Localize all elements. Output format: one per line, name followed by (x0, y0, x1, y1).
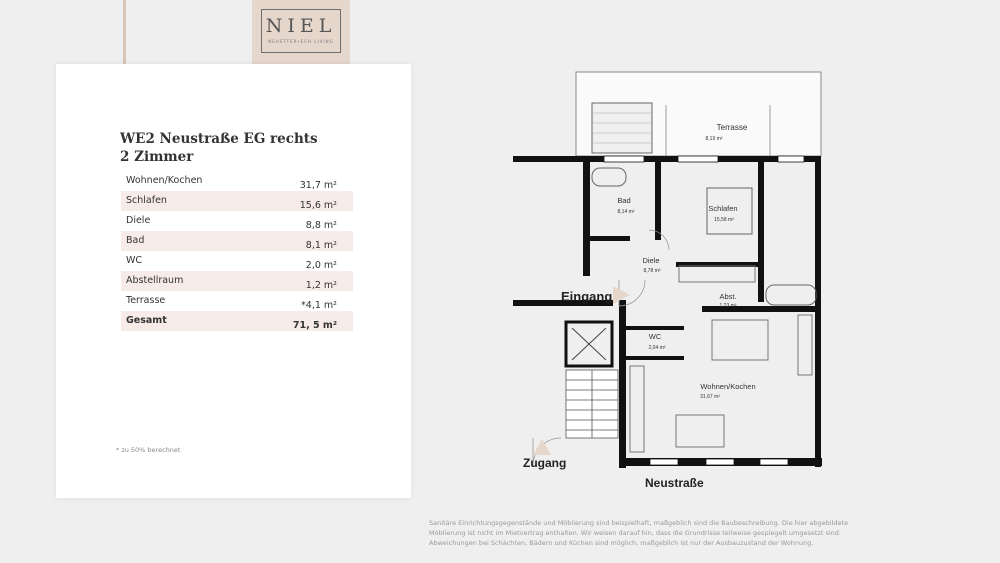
room-name: Bad (126, 235, 145, 246)
eingang-label: Eingang (561, 289, 613, 304)
disclaimer: Sanitäre Einrichtungsgegenstände und Möblierung sind beispielhaft, maßgeblich sind die Baubeschreibung. Die hier abgebildete Möblierung ist nicht im Mietvertrag enthalten. Wir weisen darauf hin, dass die Grundrisse teilweise gespiegelt umgesetzt sind. Abweichungen bei Schächten, Bädern und Küchen sind möglich, maßgeblich ist nur der Ausbauzustand der Wohnung. (429, 519, 849, 547)
unit-title (120, 130, 318, 166)
terrasse-area: 8,19 m² (705, 136, 723, 142)
wall-schlafen-right (758, 162, 764, 302)
kitchen-counter (630, 366, 644, 452)
room-name: Diele (126, 215, 151, 226)
unit-title-line1: WE2 Neustraße EG rechts (120, 131, 318, 147)
wohnen-area: 31,67 m² (700, 394, 720, 400)
table-row (121, 211, 353, 231)
room-area: 2,0 m² (305, 260, 337, 271)
wohnen-label: Wohnen/Kochen (700, 382, 756, 391)
schlafen-area: 15,58 m² (714, 217, 734, 223)
wall-right (815, 162, 821, 467)
dining-table (676, 415, 724, 447)
floor-plan (500, 68, 830, 493)
logo (261, 9, 341, 53)
table-row (121, 171, 353, 191)
abst-area: 1,23 m² (719, 303, 737, 309)
bad-area: 8,14 m² (617, 209, 635, 215)
unit-title-line2: 2 Zimmer (120, 149, 194, 165)
room-area: 8,1 m² (305, 240, 337, 251)
wall-bad-schlafen (655, 162, 661, 240)
bathtub (592, 168, 626, 186)
wall-bad-bottom (590, 236, 630, 241)
planter-box (592, 103, 652, 153)
footnote: * zu 50% berechnet (116, 446, 181, 454)
terrasse-label: Terrasse (716, 123, 748, 132)
logo-title: NIEL (265, 15, 337, 37)
info-card (56, 64, 411, 498)
room-area: *4,1 m² (301, 300, 337, 311)
logo-tagline: NEUSTTER•ECH LIVING (268, 39, 334, 44)
room-area: 1,2 m² (305, 280, 337, 291)
table-row (121, 291, 353, 311)
wall-wc-bottom (626, 356, 684, 360)
sofa (712, 320, 768, 360)
wall-top (513, 156, 821, 162)
wc-label: WC (648, 332, 662, 341)
schlafen-label: Schlafen (708, 204, 738, 213)
room-area: 8,8 m² (305, 220, 337, 231)
area-table (121, 171, 353, 331)
zugang-label: Zugang (523, 456, 567, 470)
table-row (121, 231, 353, 251)
staircase (566, 370, 618, 438)
table-row (121, 271, 353, 291)
room-name: Wohnen/Kochen (126, 175, 203, 186)
diele-label: Diele (642, 256, 660, 265)
shelf (798, 315, 812, 375)
wall-wc-top (626, 326, 684, 330)
wall-bad-left (583, 156, 590, 276)
total-row (121, 311, 353, 331)
street-label: Neustraße (645, 476, 704, 490)
diele-area: 8,78 m² (643, 268, 661, 274)
total-label: Gesamt (126, 315, 167, 326)
room-name: Schlafen (126, 195, 167, 206)
table-row (121, 251, 353, 271)
wc-area: 2,04 m² (648, 345, 666, 351)
bad-label: Bad (617, 196, 631, 205)
abst-label: Abst. (719, 292, 737, 301)
room-name: Terrasse (126, 295, 166, 306)
room-area: 15,6 m² (299, 200, 337, 211)
elevator-cross (572, 328, 606, 360)
bathtub-neighbor (766, 285, 816, 305)
room-name: WC (126, 255, 143, 266)
wardrobe (679, 266, 755, 282)
total-area: 71, 5 m² (292, 320, 337, 331)
wall-living-left (619, 300, 626, 468)
table-row (121, 191, 353, 211)
room-area: 31,7 m² (299, 180, 337, 191)
room-name: Abstellraum (126, 275, 184, 286)
